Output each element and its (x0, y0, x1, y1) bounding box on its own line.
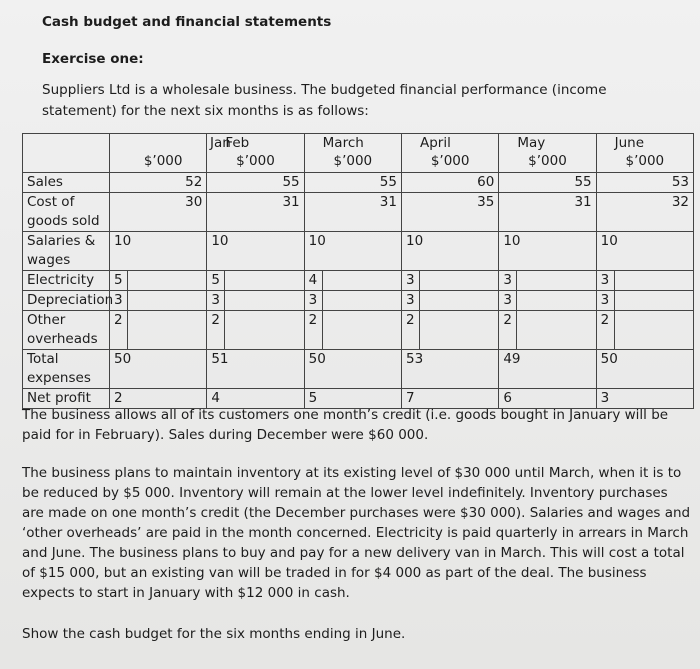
month-header-jan: Jan $’000 (110, 134, 207, 173)
sales-row (23, 173, 694, 193)
row-label: Sales (23, 173, 110, 193)
net-mar: 5 (304, 389, 401, 409)
salaries-feb: 10 (207, 232, 304, 271)
month-header-april: April $’000 (401, 134, 498, 173)
net-jan: 2 (110, 389, 207, 409)
other-apr-spacer (419, 311, 498, 350)
electricity-apr-spacer (419, 271, 498, 291)
cogs-apr: 35 (401, 193, 498, 232)
depreciation-apr-spacer (419, 291, 498, 311)
depreciation-jan: 3 (110, 291, 128, 311)
depreciation-row (23, 291, 694, 311)
cogs-mar: 31 (304, 193, 401, 232)
electricity-jun-spacer (614, 271, 693, 291)
cogs-may: 31 (499, 193, 596, 232)
other-feb: 2 (207, 311, 225, 350)
electricity-may: 3 (499, 271, 517, 291)
sales-jun: 53 (596, 173, 693, 193)
sales-may: 55 (499, 173, 596, 193)
other-apr: 2 (401, 311, 419, 350)
salaries-jan: 10 (110, 232, 207, 271)
net-jun: 3 (596, 389, 693, 409)
row-label: Salaries & wages (23, 232, 110, 271)
electricity-apr: 3 (401, 271, 419, 291)
total-feb: 51 (207, 350, 304, 389)
net-may: 6 (499, 389, 596, 409)
other-mar-spacer (322, 311, 401, 350)
sales-mar: 55 (304, 173, 401, 193)
electricity-feb-spacer (225, 271, 304, 291)
intro-text: Suppliers Ltd is a wholesale business. The budgeted financial performance (income statement) for the next six months is as follows: (42, 82, 607, 119)
month-header-march: March $’000 (304, 134, 401, 173)
electricity-mar: 4 (304, 271, 322, 291)
total-apr: 53 (401, 350, 498, 389)
depreciation-feb: 3 (207, 291, 225, 311)
row-label: Other overheads (23, 311, 110, 350)
total-mar: 50 (304, 350, 401, 389)
sales-feb: 55 (207, 173, 304, 193)
salaries-may: 10 (499, 232, 596, 271)
net-apr: 7 (401, 389, 498, 409)
depreciation-may: 3 (499, 291, 517, 311)
electricity-jun: 3 (596, 271, 614, 291)
electricity-row (23, 271, 694, 291)
total-jun: 50 (596, 350, 693, 389)
inventory-plans-paragraph: The business plans to maintain inventory at its existing level of $30 000 until March, when it is to be reduced by $5 000. Inventory will remain at the lower level indefinitely. Inventory purchases are made on one month’s credit (the December purchases were $30 000). Salaries and wages and ‘other overheads’ are paid in the month concerned. Electricity is paid quarterly in arrears in March and June. The business plans to buy and pay for a new delivery van in March. This will cost a total of $15 000, but an existing van will be traded in for $4 000 as part of the deal. The business expects to start in January with $12 000 in cash. (22, 465, 691, 601)
total-may: 49 (499, 350, 596, 389)
cogs-feb: 31 (207, 193, 304, 232)
row-label: Depreciation (23, 291, 110, 311)
other-jan: 2 (110, 311, 128, 350)
salaries-row (23, 232, 694, 271)
cogs-jun: 32 (596, 193, 693, 232)
other-overheads-row (23, 311, 694, 350)
depreciation-jan-spacer (128, 291, 207, 311)
other-jun-spacer (614, 311, 693, 350)
other-may-spacer (517, 311, 596, 350)
header-row (23, 134, 694, 173)
month-header-may: May $’000 (499, 134, 596, 173)
electricity-may-spacer (517, 271, 596, 291)
cogs-jan: 30 (110, 193, 207, 232)
electricity-mar-spacer (322, 271, 401, 291)
other-mar: 2 (304, 311, 322, 350)
depreciation-may-spacer (517, 291, 596, 311)
depreciation-apr: 3 (401, 291, 419, 311)
depreciation-jun: 3 (596, 291, 614, 311)
row-label: Electricity (23, 271, 110, 291)
other-jun: 2 (596, 311, 614, 350)
depreciation-mar-spacer (322, 291, 401, 311)
salaries-mar: 10 (304, 232, 401, 271)
depreciation-feb-spacer (225, 291, 304, 311)
exercise-title: Exercise one: (42, 51, 144, 67)
salaries-jun: 10 (596, 232, 693, 271)
total-expenses-row (23, 350, 694, 389)
electricity-jan: 5 (110, 271, 128, 291)
other-may: 2 (499, 311, 517, 350)
electricity-jan-spacer (128, 271, 207, 291)
month-header-feb: Feb $’000 (207, 134, 304, 173)
cogs-row (23, 193, 694, 232)
salaries-apr: 10 (401, 232, 498, 271)
electricity-feb: 5 (207, 271, 225, 291)
total-jan: 50 (110, 350, 207, 389)
depreciation-jun-spacer (614, 291, 693, 311)
sales-jan: 52 (110, 173, 207, 193)
other-feb-spacer (225, 311, 304, 350)
page-heading: Cash budget and financial statements (42, 14, 332, 30)
row-label: Cost of goods sold (23, 193, 110, 232)
income-statement-table (22, 133, 694, 409)
depreciation-mar: 3 (304, 291, 322, 311)
sales-apr: 60 (401, 173, 498, 193)
other-jan-spacer (128, 311, 207, 350)
month-header-june: June $’000 (596, 134, 693, 173)
header-label-cell (23, 134, 110, 173)
credit-terms-paragraph: The business allows all of its customers one month’s credit (i.e. goods bought in January will be paid for in February). Sales during December were $60 000. (22, 407, 669, 443)
row-label: Net profit (23, 389, 110, 409)
row-label: Total expenses (23, 350, 110, 389)
task-instruction: Show the cash budget for the six months ending in June. (22, 626, 406, 642)
net-feb: 4 (207, 389, 304, 409)
